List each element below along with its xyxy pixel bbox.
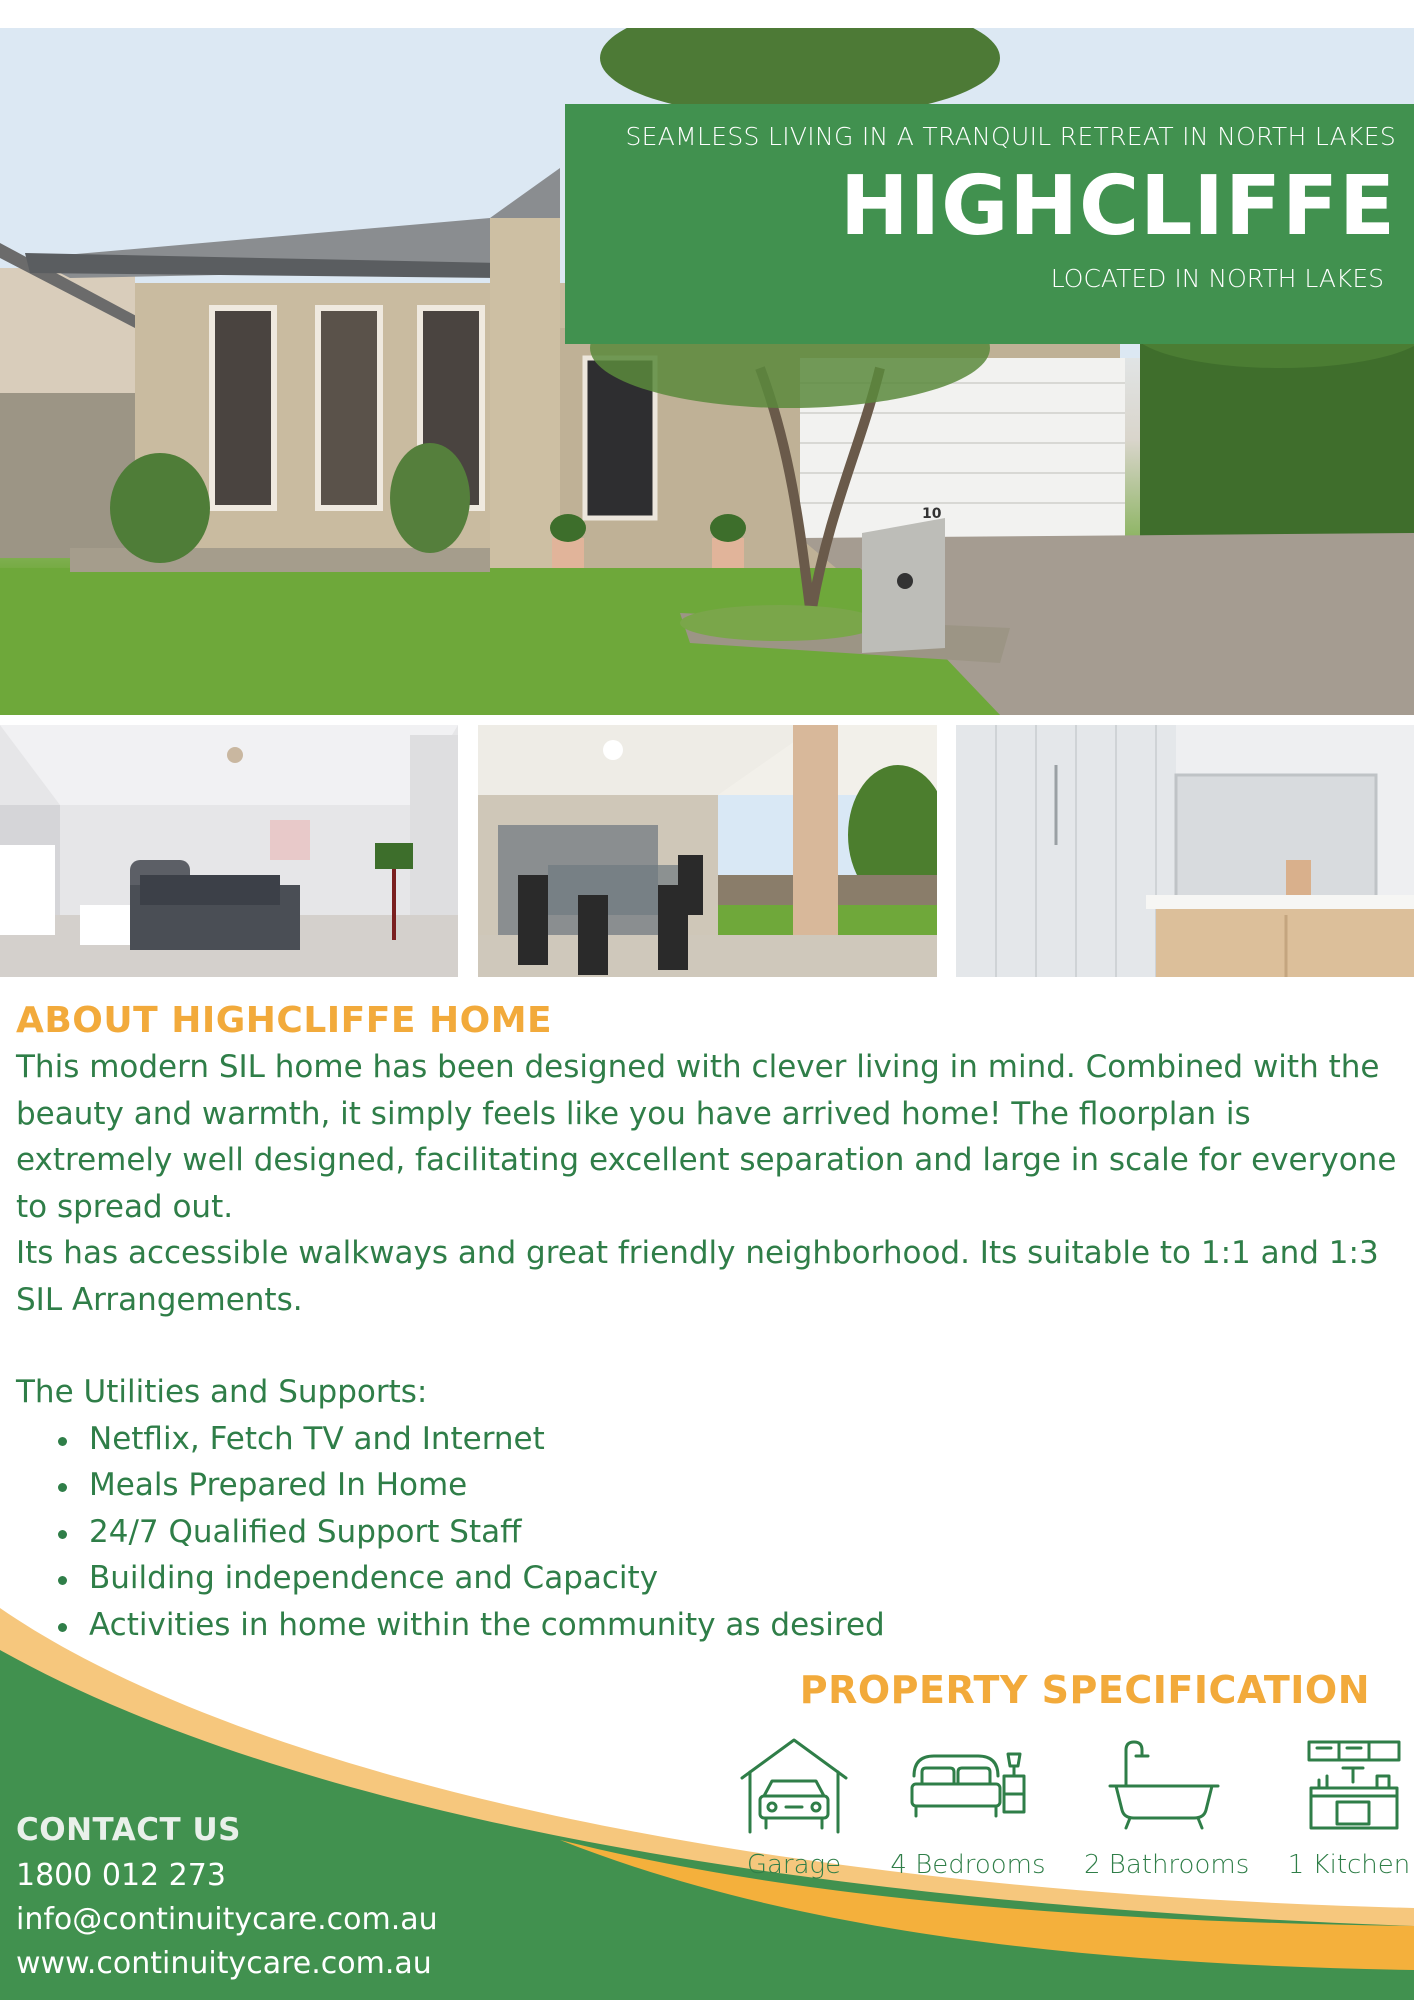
house-number: 10 bbox=[922, 506, 942, 522]
contact-website[interactable]: www.continuitycare.com.au bbox=[16, 1946, 432, 1981]
contact-block bbox=[16, 1812, 438, 1986]
hero-banner bbox=[565, 104, 1414, 344]
bedroom-photo bbox=[0, 725, 458, 977]
spec-bedrooms bbox=[888, 1736, 1048, 1880]
about-paragraph: This modern SIL home has been designed with clever living in mind. Combined with the beauty and warmth, it simply feels like you have arrived home! The floorplan is extremely well designed, facilitating excellent separation and large in scale for everyone to spread out. bbox=[16, 1049, 1397, 1225]
list-item: Netflix, Fetch TV and Internet bbox=[56, 1416, 1406, 1463]
bathtub-icon bbox=[1104, 1736, 1224, 1836]
spec-label: Garage bbox=[746, 1850, 842, 1880]
contact-email[interactable]: info@continuitycare.com.au bbox=[16, 1902, 438, 1937]
property-spec-heading: PROPERTY SPECIFICATION bbox=[799, 1668, 1370, 1712]
contact-phone[interactable]: 1800 012 273 bbox=[16, 1858, 226, 1893]
spec-garage bbox=[732, 1736, 856, 1880]
hero-title: HIGHCLIFFE bbox=[839, 159, 1396, 254]
list-item: Activities in home within the community as desired bbox=[56, 1602, 1406, 1649]
utilities-heading: The Utilities and Supports: bbox=[16, 1374, 428, 1410]
spec-label: 4 Bedrooms bbox=[890, 1850, 1046, 1880]
photo-gallery bbox=[0, 725, 1414, 977]
kitchen-icon bbox=[1289, 1736, 1409, 1836]
garage-icon bbox=[734, 1736, 854, 1836]
bed-icon bbox=[908, 1736, 1028, 1836]
patio-photo bbox=[478, 725, 937, 977]
spec-bathrooms bbox=[1084, 1736, 1250, 1880]
about-body bbox=[16, 1044, 1406, 1648]
contact-heading: CONTACT US bbox=[16, 1812, 241, 1848]
bathroom-photo bbox=[956, 725, 1414, 977]
hero-tagline: SEAMLESS LIVING IN A TRANQUIL RETREAT IN NORTH LAKES bbox=[625, 122, 1396, 151]
list-item: Meals Prepared In Home bbox=[56, 1462, 1406, 1509]
hero-location: LOCATED IN NORTH LAKES bbox=[1050, 264, 1384, 293]
about-heading: ABOUT HIGHCLIFFE HOME bbox=[16, 1000, 553, 1041]
about-paragraph: Its has accessible walkways and great friendly neighborhood. Its suitable to 1:1 and 1:3 SIL Arrangements. bbox=[16, 1235, 1379, 1318]
spec-label: 1 Kitchen bbox=[1287, 1850, 1411, 1880]
spec-kitchen bbox=[1284, 1736, 1414, 1880]
hero-photo bbox=[0, 28, 1414, 715]
list-item: Building independence and Capacity bbox=[56, 1555, 1406, 1602]
list-item: 24/7 Qualified Support Staff bbox=[56, 1509, 1406, 1556]
spec-label: 2 Bathrooms bbox=[1084, 1850, 1250, 1880]
